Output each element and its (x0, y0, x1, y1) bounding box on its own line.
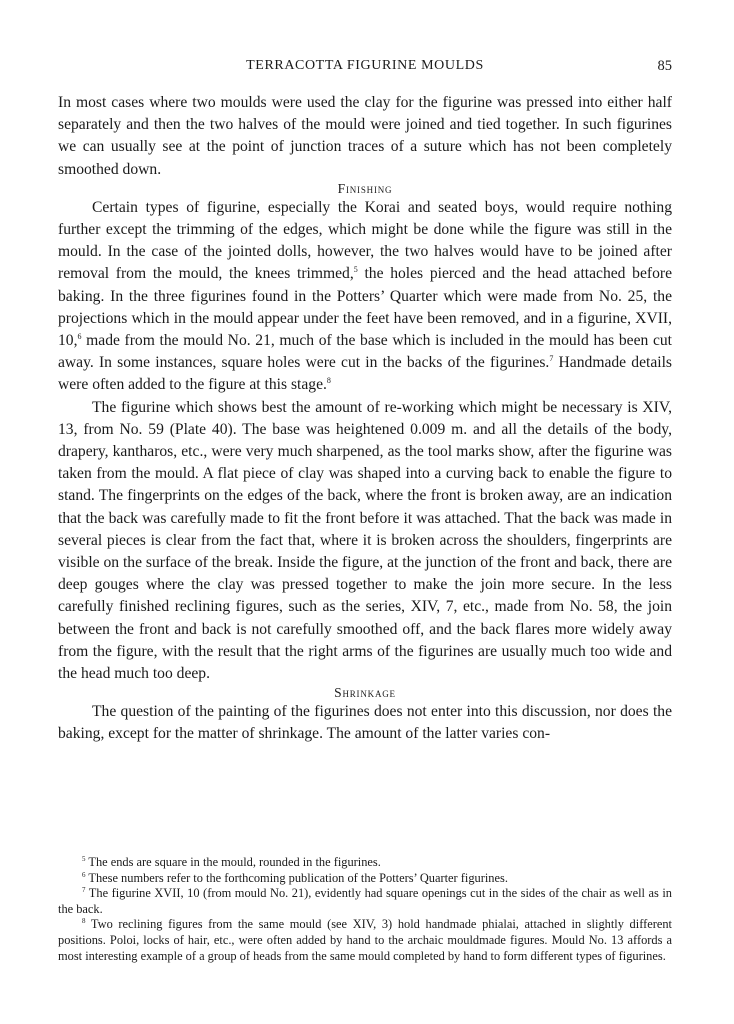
text-segment: Handmade details were often added to the figure at this stage. (58, 354, 672, 394)
footnote-mark: 8 (82, 917, 86, 926)
footnote-5 (58, 855, 672, 871)
footnote-mark: 6 (82, 870, 86, 879)
text-segment: Certain types of figurine, especially the Korai and seated boys, would require nothing further except the trimming of the edges, which might be done while the figure was still in the mould. In the case of the jointed dolls, however, the two halves would have to be joined after removal from the mould, the knees trimmed, (58, 198, 672, 283)
page-number: 85 (657, 58, 672, 74)
footnotes (58, 855, 672, 964)
text-segment: made from the mould No. 21, much of the base which is included in the mould has been cut away. In some instances, square holes were cut in the backs of the figurines. (58, 332, 672, 372)
running-header (58, 58, 672, 80)
footnote-7 (58, 886, 672, 917)
paragraph-shrinkage: The question of the painting of the figurines does not enter into this discussion, nor does the baking, except for the matter of shrinkage. The amount of the latter varies con- (58, 703, 672, 743)
footnote-text: The ends are square in the mould, rounded in the figurines. (85, 855, 381, 869)
paragraph-two-moulds: In most cases where two moulds were used the clay for the figurine was pressed into either half separately and then the two halves of the mould were joined and tied together. In such figurines we can usually see at the point of junction traces of a suture which has not been completely smoothed down. (58, 94, 672, 178)
footnote-text: These numbers refer to the forthcoming publication of the Potters’ Quarter figurines. (85, 870, 508, 885)
footnote-text: The figurine XVII, 10 (from mould No. 21), evidently had square openings cut in the sides of the chair as well as in the back. (58, 886, 672, 916)
footnote-ref-8[interactable]: 8 (326, 376, 331, 386)
section-heading-shrinkage: Shrinkage (334, 685, 396, 701)
paragraph-reworking: The figurine which shows best the amount of re-working which might be necessary is XIV, 13, from No. 59 (Plate 40). The base was heightened 0.009 m. and all the details of the body, drapery, kantharos, etc., were very much sharpened, as the tool marks show, after the figurine was taken from the mould. A flat piece of clay was shaped into a curving back to enable the figure to stand. The fingerprints on the edges of the back, where the front is broken away, are an indication that the back was carefully made to fit the front before it was attached. That the back was made in several pieces is clear from the fact that, where it is broken across the shoulders, fingerprints are visible on the surface of the break. Inside the figure, at the junction of the front and back, there are deep gouges where the clay was pressed together to make the join more secure. In the less carefully finished reclining figures, such as the series, XIV, 7, etc., made from No. 58, the join between the front and back is not carefully smoothed off, and the back flares more widely away from the figure, with the result that the right arms of the figurines are usually much too wide and the head much too deep. (58, 398, 672, 683)
footnote-ref-7[interactable]: 7 (549, 354, 554, 364)
footnote-ref-5[interactable]: 5 (353, 265, 358, 275)
footnote-mark: 5 (82, 855, 86, 863)
footnote-ref-6[interactable]: 6 (77, 332, 82, 342)
footnote-mark: 7 (82, 886, 86, 895)
body-text (58, 92, 672, 746)
section-heading-finishing: Finishing (337, 180, 393, 196)
text-segment: the holes pierced and the head attached before baking. In the three figurines found in the Potters’ Quarter which were made from No. 25, the projections which in the mould appear under the feet have been removed, and in a figurine, XVII, 10, (58, 265, 672, 350)
footnote-8 (58, 917, 672, 964)
footnote-6 (58, 871, 672, 887)
running-title: TERRACOTTA FIGURINE MOULDS (246, 58, 484, 73)
paragraph-finishing (58, 197, 672, 397)
footnote-text: Two reclining figures from the same mould (see XIV, 3) hold handmade phialai, attached in slightly different positions. Poloi, locks of hair, etc., were often added by hand to the archaic mouldmade figures. Mould No. 13 affords a most interesting example of a group of heads from the same mould completed by hand to form different types of figurines. (58, 917, 672, 963)
